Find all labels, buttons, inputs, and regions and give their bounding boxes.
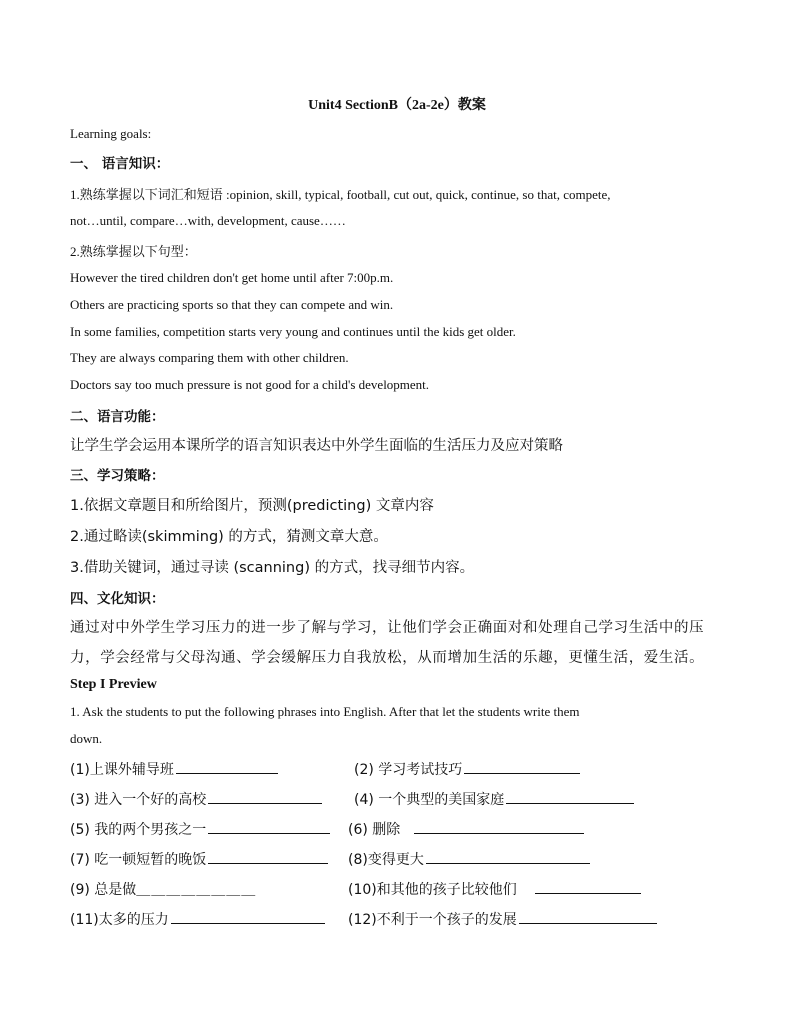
learning-goals-label: Learning goals: [70,126,152,141]
sentence-patterns-label: 2.熟练掌握以下句型： [70,244,197,259]
phrase-item [70,909,325,929]
phrase-label: (5) 我的两个男孩之一 [70,822,207,838]
section4-text-2: 力，学会经常与父母沟通、学会缓解压力自我放松，从而增加生活的乐趣，更懂生活，爱生活。 [70,650,705,666]
answer-blank[interactable] [208,849,328,864]
step1-instruction-2: down. [70,731,103,746]
sentence-3: In some families, competition starts very young and continues until the kids get older. [70,324,516,339]
answer-blank[interactable] [426,849,590,864]
section4-heading: 四、文化知识： [70,591,165,607]
strategy-1: 1.依据文章题目和所给图片，预测(predicting) 文章内容 [70,498,434,514]
phrase-label: (8)变得更大 [348,852,424,868]
sentence-2: Others are practicing sports so that they can compete and win. [70,297,394,312]
phrase-item [70,759,278,779]
answer-blank[interactable] [176,759,278,774]
phrase-label: (2) 学习考试技巧 [354,762,463,778]
phrase-item [348,819,584,839]
answer-blank[interactable] [535,879,641,894]
sentence-5: Doctors say too much pressure is not good for a child's development. [70,377,430,392]
strategy-2: 2.通过略读(skimming) 的方式，猜测文章大意。 [70,529,388,545]
strategy-3: 3.借助关键词，通过寻读 (scanning) 的方式，找寻细节内容。 [70,560,475,576]
phrase-item [70,789,322,809]
answer-blank[interactable] [171,909,325,924]
phrase-label: (9) 总是做 [70,882,137,898]
phrase-label: (4) 一个典型的美国家庭 [354,792,505,808]
section2-text: 让学生学会运用本课所学的语言知识表达中外学生面临的生活压力及应对策略 [70,438,563,454]
answer-blank[interactable] [414,819,584,834]
phrase-item [354,759,580,779]
answer-blank[interactable] [506,789,634,804]
phrase-label: (12)不利于一个孩子的发展 [348,912,517,928]
answer-blank[interactable] [208,789,322,804]
vocab-line-1: 1.熟练掌握以下词汇和短语 :opinion, skill, typical, football, cut out, quick, continue, so that, compete, [70,187,611,202]
phrase-label: (6) 删除 [348,822,401,838]
step1-heading: Step I Preview [70,677,157,692]
section2-heading: 二、语言功能： [70,409,165,425]
answer-blank[interactable] [208,819,330,834]
phrase-item [348,849,590,869]
answer-blank-dashed[interactable]: ＿＿＿＿＿＿＿＿ [136,882,257,898]
section3-heading: 三、学习策略： [70,468,165,484]
phrase-label: (11)太多的压力 [70,912,169,928]
phrase-label: (1)上课外辅导班 [70,762,174,778]
phrase-item [348,909,657,929]
answer-blank[interactable] [464,759,580,774]
phrase-label: (10)和其他的孩子比较他们 [348,882,517,898]
sentence-4: They are always comparing them with other children. [70,350,349,365]
phrase-item [70,879,256,899]
phrase-label: (7) 吃一顿短暂的晚饭 [70,852,207,868]
phrase-label: (3) 进入一个好的高校 [70,792,207,808]
phrase-item [70,849,328,869]
sentence-1: However the tired children don't get home until after 7:00p.m. [70,270,394,285]
vocab-line-2: not…until, compare…with, development, cause…… [70,213,346,228]
phrase-item [354,789,634,809]
answer-blank[interactable] [519,909,657,924]
phrase-item [70,819,330,839]
step1-instruction-1: 1. Ask the students to put the following phrases into English. After that let the students write them [70,704,580,719]
section4-text-1: 通过对中外学生学习压力的进一步了解与学习，让他们学会正确面对和处理自己学习生活中的压 [70,620,705,636]
section1-heading: 一、 语言知识： [70,156,170,172]
page-title: Unit4 SectionB（2a-2e）教案 [308,98,486,113]
phrase-item [348,879,641,899]
